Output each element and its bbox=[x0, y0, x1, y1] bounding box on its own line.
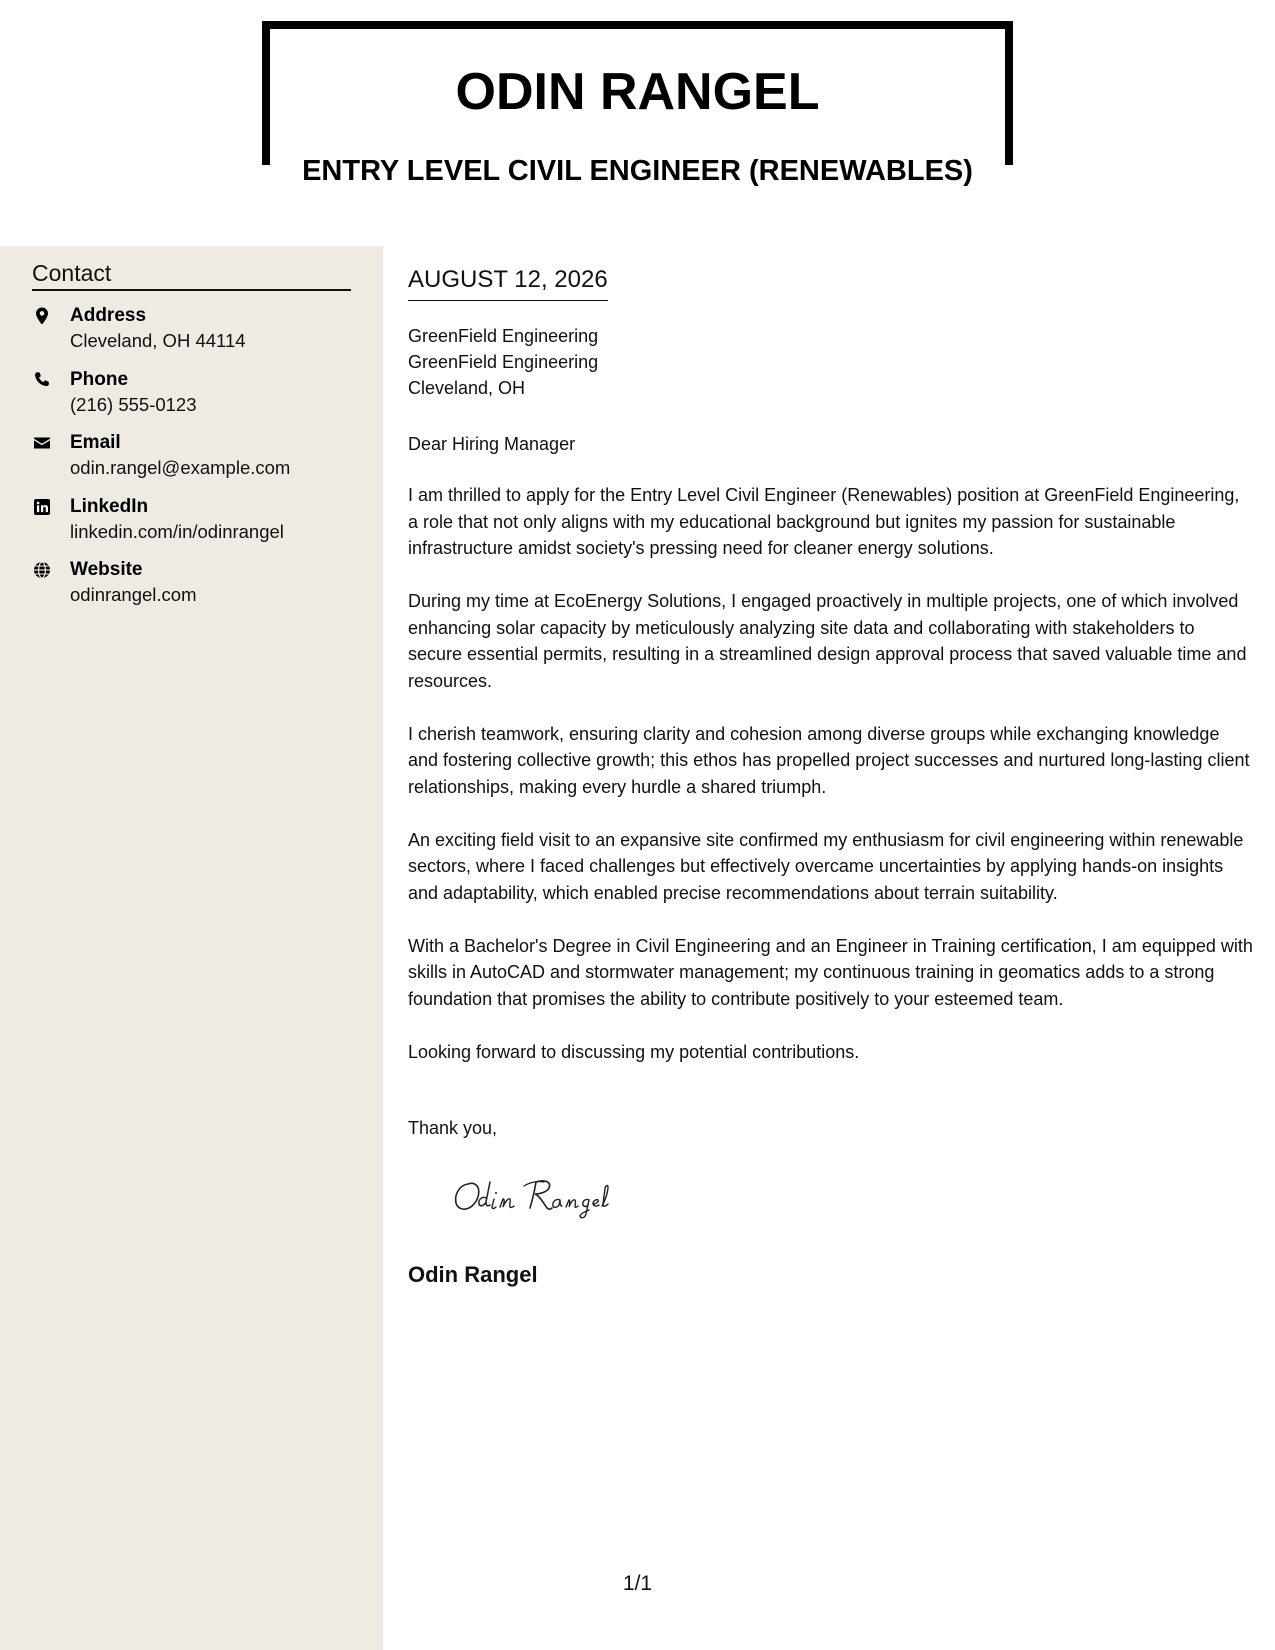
contact-label: Address bbox=[70, 305, 147, 326]
envelope-icon bbox=[32, 433, 54, 455]
body-paragraph: Looking forward to discussing my potential contributions. bbox=[408, 1041, 860, 1062]
contact-label: Website bbox=[70, 559, 143, 580]
recipient-line: Cleveland, OH bbox=[408, 378, 526, 398]
contact-item-website bbox=[32, 558, 362, 622]
closing: Thank you, bbox=[408, 1118, 498, 1138]
contact-sidebar bbox=[0, 246, 383, 1650]
contact-heading: Contact bbox=[32, 260, 351, 291]
globe-icon bbox=[32, 560, 54, 582]
linkedin-value[interactable]: linkedin.com/in/odinrangel bbox=[70, 520, 284, 542]
body-paragraph: During my time at EcoEnergy Solutions, I engaged proactively in multiple projects, one of which involved enhancing solar capacity by meticulously analyzing site data and collaborating with stakeholders to secure essential permits, resulting in a streamlined design approval process that saved valuable time and resources. bbox=[408, 591, 1247, 691]
contact-item-address bbox=[32, 304, 362, 368]
applicant-name: ODIN RANGEL bbox=[455, 63, 820, 121]
handwritten-signature bbox=[442, 1166, 642, 1226]
recipient-block bbox=[408, 323, 598, 401]
page-number: 1/1 bbox=[622, 1572, 653, 1595]
letter-paragraphs bbox=[408, 482, 1253, 1092]
email-value[interactable]: odin.rangel@example.com bbox=[70, 457, 291, 478]
map-pin-icon bbox=[32, 306, 54, 328]
letter-date: AUGUST 12, 2026 bbox=[408, 266, 608, 301]
contact-item-email bbox=[32, 431, 362, 495]
contact-item-phone bbox=[32, 368, 362, 432]
body-paragraph: With a Bachelor's Degree in Civil Engineering and an Engineer in Training certification, I am equipped with skills in AutoCAD and stormwater management; my continuous training in geomatics adds to a strong foundation that promises the ability to contribute positively to your esteemed team. bbox=[408, 935, 1253, 1009]
signed-name: Odin Rangel bbox=[408, 1262, 538, 1287]
recipient-line: GreenField Engineering bbox=[408, 352, 599, 372]
address-value: Cleveland, OH 44114 bbox=[70, 330, 246, 351]
recipient-line: GreenField Engineering bbox=[408, 326, 599, 346]
contact-label: LinkedIn bbox=[70, 495, 149, 517]
body-paragraph: An exciting field visit to an expansive site confirmed my enthusiasm for civil engineering within renewable sectors, where I faced challenges but effectively overcame uncertainties by applying hands-on insights and adaptability, which enabled precise recommendations about terrain suitability. bbox=[408, 829, 1244, 903]
website-value[interactable]: odinrangel.com bbox=[70, 584, 197, 605]
body-paragraph: I am thrilled to apply for the Entry Level Civil Engineer (Renewables) position at GreenField Engineering, a role that not only aligns with my educational background but ignites my passion for sustainable infrastructure amidst society's pressing need for cleaner energy solutions. bbox=[408, 485, 1240, 558]
contact-list bbox=[32, 304, 362, 622]
contact-label: Email bbox=[70, 432, 121, 453]
phone-icon bbox=[32, 370, 54, 392]
contact-item-linkedin bbox=[32, 495, 362, 559]
contact-label: Phone bbox=[70, 368, 129, 390]
body-paragraph: I cherish teamwork, ensuring clarity and cohesion among diverse groups while exchanging knowledge and fostering collective growth; this ethos has propelled project successes and nurtured long-lasting client relationships, making every hurdle a shared triumph. bbox=[408, 723, 1250, 797]
linkedin-icon bbox=[32, 497, 54, 519]
header bbox=[0, 0, 1275, 246]
salutation: Dear Hiring Manager bbox=[408, 434, 576, 454]
job-title-text: ENTRY LEVEL CIVIL ENGINEER (RENEWABLES) bbox=[296, 155, 979, 187]
job-title bbox=[0, 155, 1275, 188]
phone-value: (216) 555-0123 bbox=[70, 393, 197, 415]
